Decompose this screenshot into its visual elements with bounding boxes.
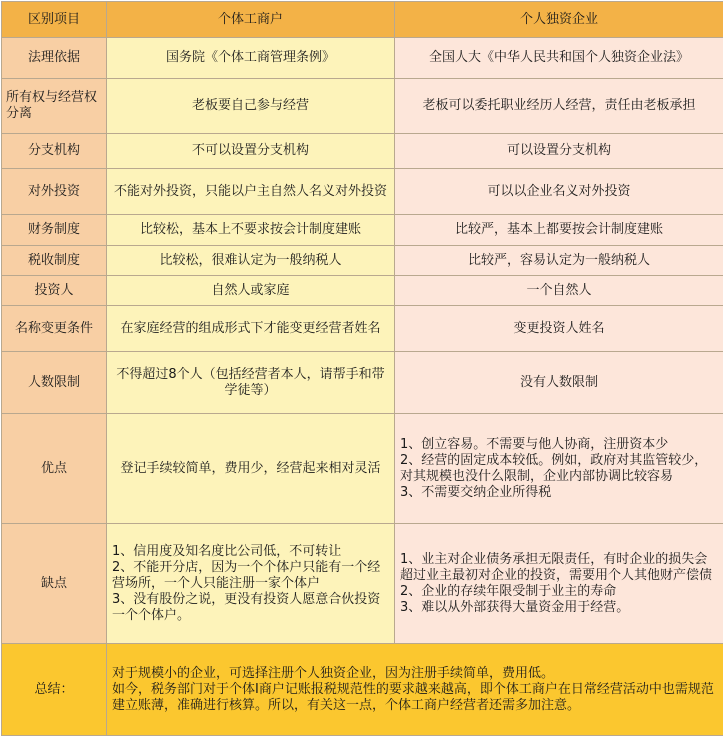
cell-sole-proprietor: 国务院《个体工商管理条例》 — [107, 38, 395, 79]
cell-sole-proprietor: 自然人或家庭 — [107, 276, 395, 306]
cell-individual-enterprise: 比较严，基本上都要按会计制度建账 — [395, 215, 723, 246]
pros-sole-proprietor: 登记手续较简单，费用少，经营起来相对灵活 — [107, 414, 395, 524]
comparison-table — [1, 1, 723, 736]
cell-individual-enterprise: 老板可以委托职业经历人经营，责任由老板承担 — [395, 79, 723, 134]
cell-sole-proprietor: 不可以设置分支机构 — [107, 134, 395, 169]
cons-item: 3、难以从外部获得大量资金用于经营。 — [400, 600, 718, 616]
header-individual-enterprise: 个人独资企业 — [395, 2, 723, 38]
row-label: 对外投资 — [2, 169, 107, 215]
cell-sole-proprietor: 在家庭经营的组成形式下才能变更经营者姓名 — [107, 306, 395, 352]
row-label: 人数限制 — [2, 352, 107, 414]
table-row — [2, 169, 723, 215]
row-label: 法理依据 — [2, 38, 107, 79]
pros-row — [2, 414, 723, 524]
table-row — [2, 276, 723, 306]
cons-sole-proprietor — [107, 524, 395, 644]
cell-sole-proprietor: 不得超过8个人（包括经营者本人，请帮手和带学徒等） — [107, 352, 395, 414]
cell-individual-enterprise: 没有人数限制 — [395, 352, 723, 414]
header-row — [2, 2, 723, 38]
cons-item: 2、企业的存续年限受制于业主的寿命 — [400, 584, 718, 600]
header-item: 区别项目 — [2, 2, 107, 38]
table-row — [2, 246, 723, 276]
table-row — [2, 38, 723, 79]
header-sole-proprietor: 个体工商户 — [107, 2, 395, 38]
cell-sole-proprietor: 比较松，很难认定为一般纳税人 — [107, 246, 395, 276]
row-label: 税收制度 — [2, 246, 107, 276]
cell-individual-enterprise: 比较严，容易认定为一般纳税人 — [395, 246, 723, 276]
cell-individual-enterprise: 可以以企业名义对外投资 — [395, 169, 723, 215]
cell-sole-proprietor: 老板要自己参与经营 — [107, 79, 395, 134]
row-label: 所有权与经营权分离 — [2, 79, 107, 134]
table-row — [2, 352, 723, 414]
table-row — [2, 215, 723, 246]
pros-item: 2、经营的固定成本较低。例如，政府对其监管较少，对其规模也没什么限制，企业内部协调比较容易 — [400, 453, 718, 485]
row-label: 名称变更条件 — [2, 306, 107, 352]
cell-individual-enterprise: 一个自然人 — [395, 276, 723, 306]
pros-item: 3、不需要交纳企业所得税 — [400, 485, 718, 501]
pros-individual-enterprise — [395, 414, 723, 524]
cell-individual-enterprise: 变更投资人姓名 — [395, 306, 723, 352]
cons-label: 缺点 — [2, 524, 107, 644]
summary-label: 总结： — [2, 644, 107, 736]
cell-sole-proprietor: 不能对外投资，只能以户主自然人名义对外投资 — [107, 169, 395, 215]
cell-individual-enterprise: 全国人大《中华人民共和国个人独资企业法》 — [395, 38, 723, 79]
pros-item: 1、创立容易。不需要与他人协商，注册资本少 — [400, 437, 718, 453]
row-label: 分支机构 — [2, 134, 107, 169]
table-row — [2, 306, 723, 352]
table-row — [2, 134, 723, 169]
cons-row — [2, 524, 723, 644]
cons-individual-enterprise — [395, 524, 723, 644]
summary-text — [107, 644, 723, 736]
cell-sole-proprietor: 比较松，基本上不要求按会计制度建账 — [107, 215, 395, 246]
row-label: 财务制度 — [2, 215, 107, 246]
summary-line: 对于规模小的企业，可选择注册个人独资企业，因为注册手续简单，费用低。 — [112, 666, 718, 682]
cons-item: 2、不能开分店，因为一个个体户只能有一个经营场所，一个人只能注册一家个体户 — [112, 560, 389, 592]
cons-item: 3、没有股份之说，更没有投资人愿意合伙投资一个个体户。 — [112, 592, 389, 624]
summary-row — [2, 644, 723, 736]
cons-item: 1、业主对企业债务承担无限责任，有时企业的损失会超过业主最初对企业的投资，需要用个人其他财产偿债 — [400, 552, 718, 584]
summary-line: 如今，税务部门对于个体I商户记账报税规范性的要求越来越高，即个体工商户在日常经营活动中也需规范建立账薄，准确进行核算。所以，有关这一点，个体工商户经营者还需多加注意。 — [112, 682, 718, 714]
row-label: 投资人 — [2, 276, 107, 306]
cons-item: 1、信用度及知名度比公司低，不可转让 — [112, 544, 389, 560]
table-row — [2, 79, 723, 134]
cell-individual-enterprise: 可以设置分支机构 — [395, 134, 723, 169]
pros-label: 优点 — [2, 414, 107, 524]
